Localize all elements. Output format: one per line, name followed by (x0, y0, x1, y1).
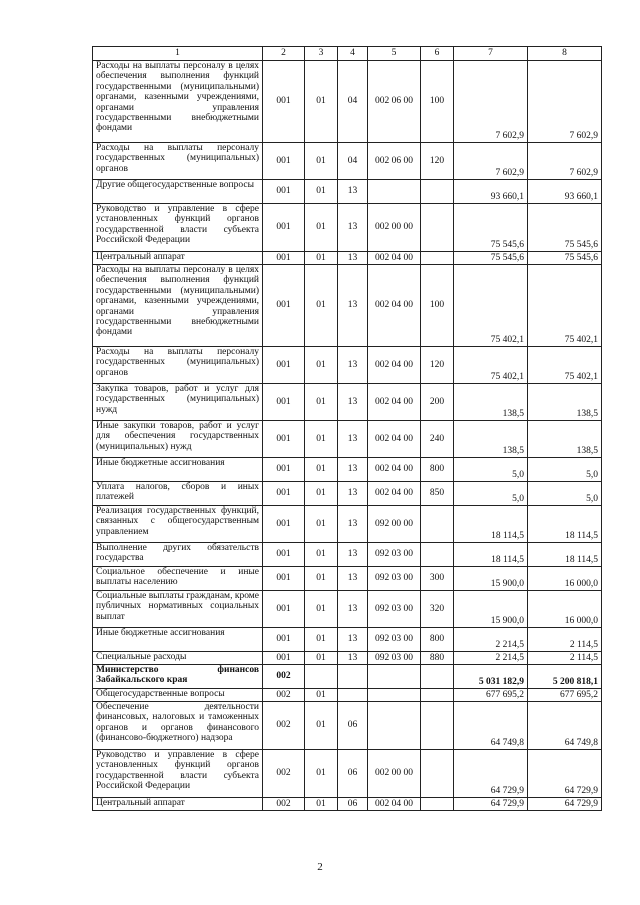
expense-type-code: 100 (421, 61, 454, 143)
target-code: 002 04 00 (368, 347, 421, 384)
subsection-code: 13 (338, 652, 368, 665)
target-code (368, 180, 421, 204)
item-name: Расходы на выплаты персоналу государственных (муниципальных) органов (93, 143, 263, 180)
item-name: Министерство финансов Забайкальского края (93, 665, 263, 689)
amount-year-2: 5,0 (528, 458, 602, 482)
column-header: 5 (368, 47, 421, 61)
target-code: 092 03 00 (368, 628, 421, 652)
amount-year-2: 16 000,0 (528, 567, 602, 591)
item-name: Расходы на выплаты персоналу в целях обеспечения выполнения функций государственными (муниципальными) органами, казенными учреждениями, органами управления государственными внебюджетными фондами (93, 265, 263, 347)
subsection-code: 04 (338, 143, 368, 180)
admin-code: 001 (263, 61, 305, 143)
amount-year-1: 75 402,1 (454, 265, 528, 347)
item-name: Социальное обеспечение и иные выплаты населению (93, 567, 263, 591)
subsection-code: 04 (338, 61, 368, 143)
item-name: Иные бюджетные ассигнования (93, 458, 263, 482)
target-code: 002 04 00 (368, 458, 421, 482)
section-code: 01 (305, 458, 338, 482)
expense-type-code: 320 (421, 591, 454, 628)
subsection-code: 13 (338, 567, 368, 591)
admin-code: 001 (263, 204, 305, 252)
section-code: 01 (305, 702, 338, 750)
budget-table (92, 46, 602, 811)
admin-code: 001 (263, 180, 305, 204)
column-header: 3 (305, 47, 338, 61)
admin-code: 002 (263, 798, 305, 811)
section-code: 01 (305, 143, 338, 180)
subsection-code: 13 (338, 180, 368, 204)
item-name: Закупка товаров, работ и услуг для государственных (муниципальных) нужд (93, 384, 263, 421)
amount-year-1: 64 729,9 (454, 750, 528, 798)
amount-year-2: 75 402,1 (528, 265, 602, 347)
table-row (93, 143, 602, 180)
section-code: 01 (305, 204, 338, 252)
table-row (93, 265, 602, 347)
amount-year-2: 7 602,9 (528, 61, 602, 143)
target-code: 092 03 00 (368, 567, 421, 591)
amount-year-1: 138,5 (454, 384, 528, 421)
expense-type-code: 850 (421, 482, 454, 506)
table-row (93, 347, 602, 384)
amount-year-2: 5 200 818,1 (528, 665, 602, 689)
admin-code: 001 (263, 543, 305, 567)
target-code (368, 665, 421, 689)
table-row (93, 252, 602, 265)
target-code: 002 04 00 (368, 421, 421, 458)
amount-year-2: 138,5 (528, 421, 602, 458)
table-row (93, 384, 602, 421)
amount-year-2: 18 114,5 (528, 543, 602, 567)
admin-code: 001 (263, 458, 305, 482)
admin-code: 002 (263, 702, 305, 750)
admin-code: 001 (263, 347, 305, 384)
target-code: 002 04 00 (368, 482, 421, 506)
item-name: Уплата налогов, сборов и иных платежей (93, 482, 263, 506)
subsection-code: 06 (338, 750, 368, 798)
column-header: 1 (93, 47, 263, 61)
section-code (305, 665, 338, 689)
admin-code: 001 (263, 265, 305, 347)
item-name: Центральный аппарат (93, 252, 263, 265)
amount-year-1: 5 031 182,9 (454, 665, 528, 689)
amount-year-1: 64 729,9 (454, 798, 528, 811)
target-code: 092 03 00 (368, 543, 421, 567)
amount-year-1: 138,5 (454, 421, 528, 458)
section-code: 01 (305, 689, 338, 702)
item-name: Специальные расходы (93, 652, 263, 665)
admin-code: 001 (263, 567, 305, 591)
amount-year-2: 64 729,9 (528, 798, 602, 811)
amount-year-1: 75 402,1 (454, 347, 528, 384)
target-code: 092 00 00 (368, 506, 421, 543)
section-code: 01 (305, 798, 338, 811)
amount-year-2: 138,5 (528, 384, 602, 421)
table-row (93, 750, 602, 798)
amount-year-1: 2 214,5 (454, 628, 528, 652)
subsection-code: 13 (338, 543, 368, 567)
subsection-code: 13 (338, 506, 368, 543)
target-code: 092 03 00 (368, 591, 421, 628)
admin-code: 001 (263, 482, 305, 506)
expense-type-code (421, 689, 454, 702)
target-code: 002 06 00 (368, 143, 421, 180)
expense-type-code: 240 (421, 421, 454, 458)
section-code: 01 (305, 384, 338, 421)
expense-type-code (421, 204, 454, 252)
section-code: 01 (305, 61, 338, 143)
target-code (368, 689, 421, 702)
section-code: 01 (305, 750, 338, 798)
target-code: 002 04 00 (368, 384, 421, 421)
table-row (93, 204, 602, 252)
admin-code: 001 (263, 628, 305, 652)
subsection-code: 13 (338, 482, 368, 506)
expense-type-code (421, 665, 454, 689)
table-row (93, 421, 602, 458)
amount-year-2: 677 695,2 (528, 689, 602, 702)
subsection-code: 13 (338, 265, 368, 347)
item-name: Расходы на выплаты персоналу в целях обеспечения выполнения функций государственными (муниципальными) органами, казенными учреждениями, органами управления государственными внебюджетными фондами (93, 61, 263, 143)
amount-year-1: 7 602,9 (454, 61, 528, 143)
amount-year-2: 75 545,6 (528, 204, 602, 252)
subsection-code: 06 (338, 702, 368, 750)
section-code: 01 (305, 567, 338, 591)
amount-year-2: 7 602,9 (528, 143, 602, 180)
column-header: 4 (338, 47, 368, 61)
admin-code: 002 (263, 750, 305, 798)
section-code: 01 (305, 506, 338, 543)
item-name: Иные бюджетные ассигнования (93, 628, 263, 652)
admin-code: 001 (263, 384, 305, 421)
item-name: Выполнение других обязательств государства (93, 543, 263, 567)
table-row (93, 591, 602, 628)
amount-year-2: 2 114,5 (528, 628, 602, 652)
table-row (93, 628, 602, 652)
expense-type-code: 100 (421, 265, 454, 347)
admin-code: 001 (263, 252, 305, 265)
target-code: 002 04 00 (368, 798, 421, 811)
admin-code: 002 (263, 689, 305, 702)
expense-type-code: 800 (421, 458, 454, 482)
subsection-code: 13 (338, 628, 368, 652)
subsection-code: 06 (338, 798, 368, 811)
section-code: 01 (305, 252, 338, 265)
admin-code: 001 (263, 652, 305, 665)
admin-code: 001 (263, 506, 305, 543)
subsection-code: 13 (338, 204, 368, 252)
table-row (93, 458, 602, 482)
expense-type-code: 200 (421, 384, 454, 421)
section-code: 01 (305, 180, 338, 204)
table-row (93, 567, 602, 591)
table-row (93, 506, 602, 543)
admin-code: 002 (263, 665, 305, 689)
expense-type-code: 800 (421, 628, 454, 652)
subsection-code (338, 689, 368, 702)
section-code: 01 (305, 628, 338, 652)
amount-year-1: 5,0 (454, 458, 528, 482)
target-code: 002 00 00 (368, 204, 421, 252)
item-name: Руководство и управление в сфере установленных функций органов государственной власти субъекта Российской Федерации (93, 204, 263, 252)
amount-year-2: 5,0 (528, 482, 602, 506)
section-code: 01 (305, 652, 338, 665)
subsection-code (338, 665, 368, 689)
expense-type-code: 120 (421, 143, 454, 180)
expense-type-code (421, 506, 454, 543)
table-row (93, 543, 602, 567)
expense-type-code: 880 (421, 652, 454, 665)
section-code: 01 (305, 421, 338, 458)
table-row (93, 798, 602, 811)
amount-year-1: 15 900,0 (454, 591, 528, 628)
amount-year-2: 18 114,5 (528, 506, 602, 543)
target-code (368, 702, 421, 750)
expense-type-code (421, 798, 454, 811)
expense-type-code (421, 702, 454, 750)
item-name: Социальные выплаты гражданам, кроме публичных нормативных социальных выплат (93, 591, 263, 628)
amount-year-1: 18 114,5 (454, 506, 528, 543)
target-code: 002 04 00 (368, 252, 421, 265)
subsection-code: 13 (338, 591, 368, 628)
expense-type-code: 120 (421, 347, 454, 384)
expense-type-code (421, 750, 454, 798)
target-code: 002 04 00 (368, 265, 421, 347)
target-code: 002 00 00 (368, 750, 421, 798)
amount-year-1: 677 695,2 (454, 689, 528, 702)
amount-year-1: 93 660,1 (454, 180, 528, 204)
subsection-code: 13 (338, 347, 368, 384)
column-header: 2 (263, 47, 305, 61)
expense-type-code (421, 252, 454, 265)
table-row (93, 652, 602, 665)
amount-year-2: 2 114,5 (528, 652, 602, 665)
table-row (93, 689, 602, 702)
item-name: Центральный аппарат (93, 798, 263, 811)
subsection-code: 13 (338, 252, 368, 265)
table-row (93, 482, 602, 506)
section-code: 01 (305, 591, 338, 628)
item-name: Другие общегосударственные вопросы (93, 180, 263, 204)
section-code: 01 (305, 482, 338, 506)
item-name: Расходы на выплаты персоналу государственных (муниципальных) органов (93, 347, 263, 384)
amount-year-2: 93 660,1 (528, 180, 602, 204)
amount-year-1: 64 749,8 (454, 702, 528, 750)
amount-year-1: 5,0 (454, 482, 528, 506)
section-code: 01 (305, 347, 338, 384)
amount-year-1: 75 545,6 (454, 252, 528, 265)
expense-type-code (421, 180, 454, 204)
item-name: Общегосударственные вопросы (93, 689, 263, 702)
admin-code: 001 (263, 143, 305, 180)
item-name: Иные закупки товаров, работ и услуг для обеспечения государственных (муниципальных) нужд (93, 421, 263, 458)
expense-type-code (421, 543, 454, 567)
section-code: 01 (305, 543, 338, 567)
subsection-code: 13 (338, 421, 368, 458)
expense-type-code: 300 (421, 567, 454, 591)
page-number: 2 (317, 861, 323, 873)
table-row (93, 61, 602, 143)
amount-year-1: 2 214,5 (454, 652, 528, 665)
amount-year-1: 15 900,0 (454, 567, 528, 591)
amount-year-2: 16 000,0 (528, 591, 602, 628)
item-name: Обеспечение деятельности финансовых, налоговых и таможенных органов и органов финансового (финансово-бюджетного) надзора (93, 702, 263, 750)
target-code: 002 06 00 (368, 61, 421, 143)
section-code: 01 (305, 265, 338, 347)
table-row (93, 665, 602, 689)
column-number-row (93, 47, 602, 61)
table-row (93, 180, 602, 204)
amount-year-1: 7 602,9 (454, 143, 528, 180)
target-code: 092 03 00 (368, 652, 421, 665)
admin-code: 001 (263, 591, 305, 628)
table-row (93, 702, 602, 750)
amount-year-1: 75 545,6 (454, 204, 528, 252)
item-name: Руководство и управление в сфере установленных функций органов государственной власти субъекта Российской Федерации (93, 750, 263, 798)
amount-year-2: 75 545,6 (528, 252, 602, 265)
amount-year-1: 18 114,5 (454, 543, 528, 567)
column-header: 6 (421, 47, 454, 61)
subsection-code: 13 (338, 458, 368, 482)
amount-year-2: 75 402,1 (528, 347, 602, 384)
subsection-code: 13 (338, 384, 368, 421)
admin-code: 001 (263, 421, 305, 458)
column-header: 7 (454, 47, 528, 61)
amount-year-2: 64 749,8 (528, 702, 602, 750)
amount-year-2: 64 729,9 (528, 750, 602, 798)
item-name: Реализация государственных функций, связанных с общегосударственным управлением (93, 506, 263, 543)
column-header: 8 (528, 47, 602, 61)
